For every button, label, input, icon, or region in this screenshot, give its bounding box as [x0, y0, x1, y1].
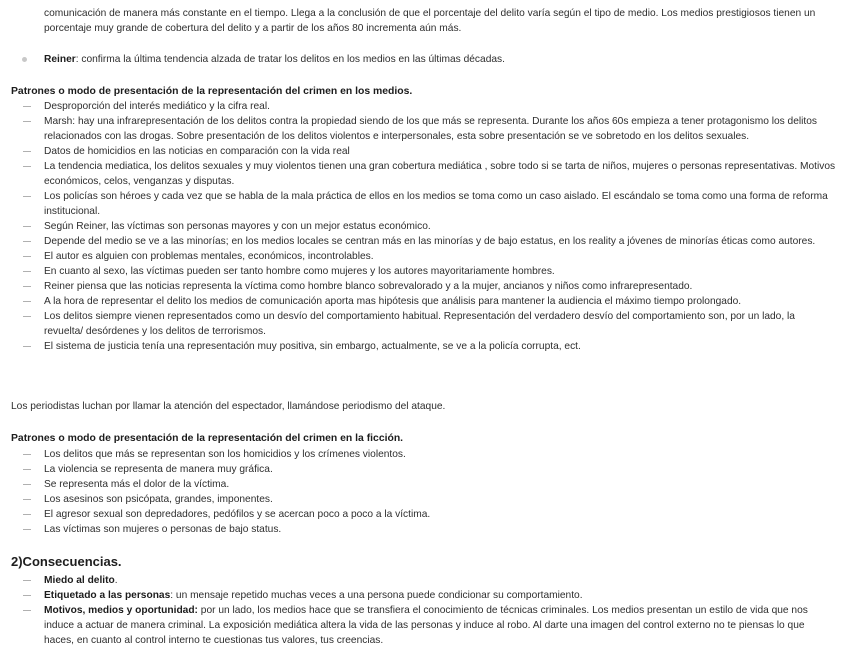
term-bold: Miedo al delito: [44, 575, 115, 586]
term-bold: Motivos, medios y oportunidad:: [44, 605, 198, 616]
list-item: Los delitos siempre vienen representados como un desvío del comportamiento habitual. Representación del verdadero desvío del comportamiento son, por un lado, la revuelta/ desórdenes y los delitos de terrorismos.: [0, 309, 848, 339]
list-item: Los asesinos son psicópata, grandes, imponentes.: [0, 492, 848, 507]
section-heading-media: Patrones o modo de presentación de la representación del crimen en los medios.: [11, 86, 413, 97]
list-item: Las víctimas son mujeres o personas de bajo status.: [0, 522, 848, 537]
paragraph-journalists: Los periodistas luchan por llamar la atención del espectador, llamándose periodismo del ataque.: [11, 401, 446, 412]
list-fiction-patterns: [0, 447, 848, 537]
list-item: A la hora de representar el delito los medios de comunicación aporta mas hipótesis que análisis para mantener la audiencia el máximo tiempo prolongado.: [0, 294, 848, 309]
list-item: Marsh: hay una infrarepresentación de los delitos contra la propiedad siendo de los que más se representa. Durante los años 60s empieza a tener protagonismo los delitos relacionados con las drogas. Sobre presentación de los delitos violentos e interpersonales, esta sobre presentación se ve sobretodo en los delitos sexuales.: [0, 114, 848, 144]
list-item: Desproporción del interés mediático y la cifra real.: [0, 99, 848, 114]
term-bold: Etiquetado a las personas: [44, 590, 171, 601]
list-item: El sistema de justicia tenía una representación muy positiva, sin embargo, actualmente, se ve a la policía corrupta, ect.: [0, 339, 848, 354]
lead-paragraph: comunicación de manera más constante en el tiempo. Llega a la conclusión de que el porcentaje del delito varía según el tipo de medio. Los medios prestigiosos tienen un porcentaje muy grande de cobertura del delito y a partir de los años 80 incrementa aún más.: [44, 8, 816, 34]
list-item: Se representa más el dolor de la víctima.: [0, 477, 848, 492]
list-item: El autor es alguien con problemas mentales, económicos, incontrolables.: [0, 249, 848, 264]
list-item: Etiquetado a las personas: un mensaje repetido muchas veces a una persona puede condicionar su comportamiento.: [0, 588, 848, 603]
list-consequences: [0, 573, 848, 648]
list-item: Datos de homicidios en las noticias en comparación con la vida real: [0, 144, 848, 159]
list-item: Miedo al delito.: [0, 573, 848, 588]
list-item: Según Reiner, las víctimas son personas mayores y con un mejor estatus económico.: [0, 219, 848, 234]
list-item-text: : confirma la última tendencia alzada de tratar los delitos en los medios en las últimas décadas.: [75, 54, 505, 65]
list-item: La violencia se representa de manera muy gráfica.: [0, 462, 848, 477]
list-item: La tendencia mediatica, los delitos sexuales y muy violentos tienen una gran cobertura mediática , sobre todo si se tarta de niños, mujeres o personas representativas. Motivos económicos, celos, venganzas y disputas.: [0, 159, 848, 189]
list-item: Depende del medio se ve a las minorías; en los medios locales se centran más en las minorías y de bajo estatus, en los reality a jóvenes de minorías éticas como autores.: [0, 234, 848, 249]
list-item: En cuanto al sexo, las víctimas pueden ser tanto hombre como mujeres y los autores mayoritariamente hombres.: [0, 264, 848, 279]
list-item: Reiner piensa que las noticias representa la víctima como hombre blanco sobrevalorado y a la mujer, ancianos y niños como infrarepresentado.: [0, 279, 848, 294]
section-heading-consequences: 2)Consecuencias.: [11, 554, 122, 569]
list-item: Motivos, medios y oportunidad: por un lado, los medios hace que se transfiera el conocimiento de técnicas criminales. Los medios presentan un estilo de vida que nos induce a actuar de manera criminal. La exposición mediática altera la vida de las personas y induce al robo. Al darte una imagen del control externo no te piensas lo que haces, en cuanto al control interno te cuestionas tus valores, tus creencias.: [0, 603, 848, 648]
list-item: Los policías son héroes y cada vez que se habla de la mala práctica de ellos en los medios se toma como un caso aislado. El escándalo se toma como una forma de reforma institucional.: [0, 189, 848, 219]
list-item: Los delitos que más se representan son los homicidios y los crímenes violentos.: [0, 447, 848, 462]
list-media-patterns: [0, 99, 848, 354]
section-heading-fiction: Patrones o modo de presentación de la representación del crimen en la ficción.: [11, 433, 404, 444]
bullet-dot-icon: [22, 57, 27, 62]
author-name: Reiner: [44, 54, 76, 65]
list-item: El agresor sexual son depredadores, pedófilos y se acercan poco a poco a la víctima.: [0, 507, 848, 522]
